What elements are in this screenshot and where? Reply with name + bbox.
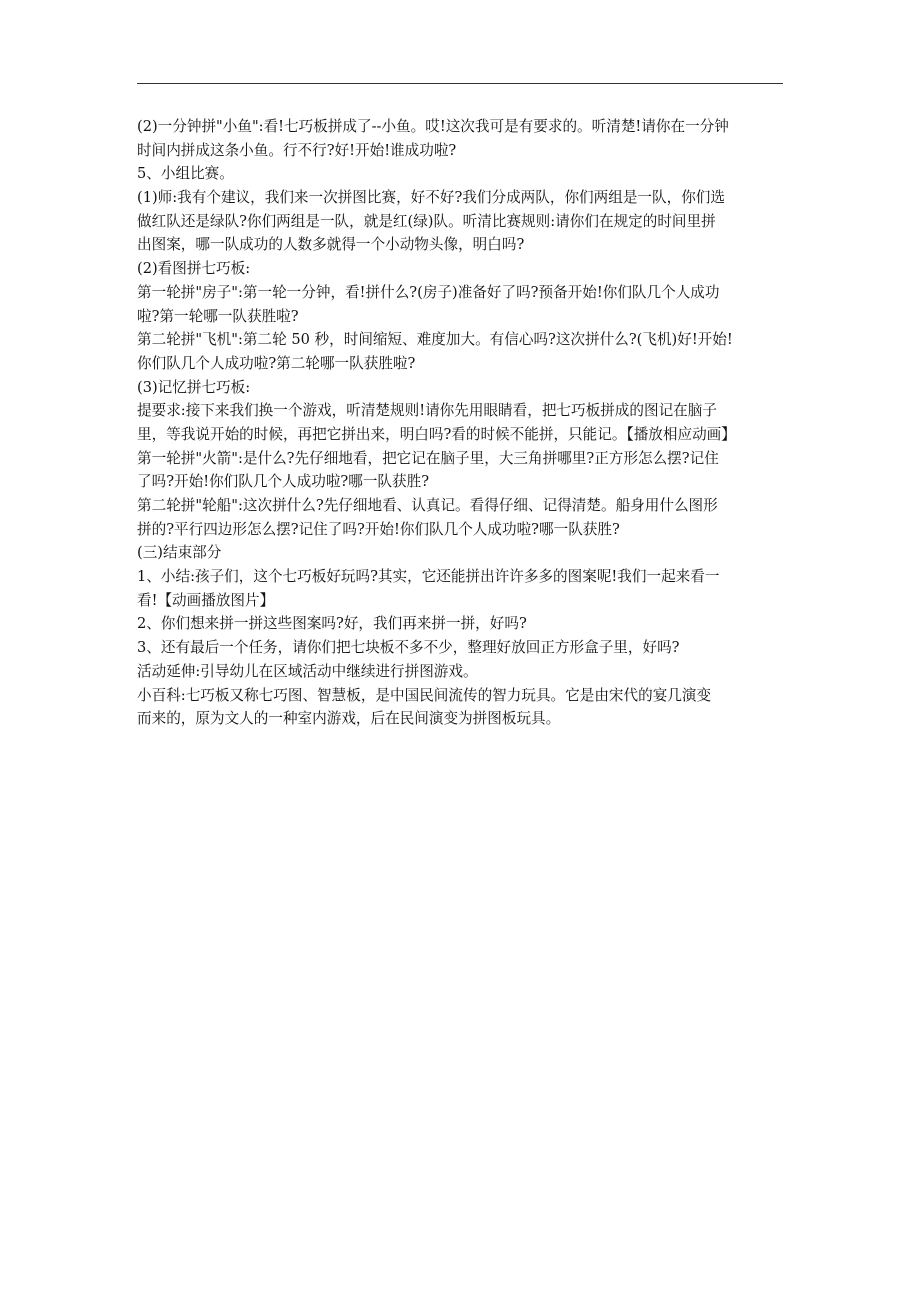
text-line: 第二轮拼"轮船":这次拼什么?先仔细地看、认真记。看得仔细、记得清楚。船身用什么图形	[137, 497, 718, 514]
text-line: 啦?第一轮哪一队获胜啦?	[137, 307, 299, 325]
text-line: 第二轮拼"飞机":第二轮 50 秒，时间缩短、难度加大。有信心吗?这次拼什么?(飞机)好!开始!	[137, 331, 733, 349]
text-line: 活动延伸:引导幼儿在区域活动中继续进行拼图游戏。	[137, 662, 478, 680]
text-line: 第一轮拼"火箭":是什么?先仔细地看，把它记在脑子里，大三角拼哪里?正方形怎么摆?记住	[137, 449, 719, 467]
text-line: 而来的，原为文人的一种室内游戏，后在民间演变为拼图板玩具。	[137, 710, 561, 728]
text-line: 小百科:七巧板又称七巧图、智慧板，是中国民间流传的智力玩具。它是由宋代的宴几演变	[137, 686, 712, 704]
text-line: 你们队几个人成功啦?第二轮哪一队获胜啦?	[137, 354, 416, 372]
text-line: 提要求:接下来我们换一个游戏，听清楚规则!请你先用眼睛看，把七巧板拼成的图记在脑子	[137, 402, 717, 420]
text-line: 2、你们想来拼一拼这些图案吗?好，我们再来拼一拼，好吗?	[137, 615, 527, 633]
text-line: 里，等我说开始的时候，再把它拼出来，明白吗?看的时候不能拼，只能记。【播放相应动画】	[137, 425, 736, 443]
text-line: 第一轮拼"房子":第一轮一分钟，看!拼什么?(房子)准备好了吗?预备开始!你们队几个人成功	[137, 283, 720, 301]
text-line: (2)一分钟拼"小鱼":看!七巧板拼成了--小鱼。哎!这次我可是有要求的。听清楚!请你在一分钟	[137, 118, 729, 135]
document-body	[137, 115, 787, 731]
text-line: 看!【动画播放图片】	[137, 591, 275, 609]
text-line: 1、小结:孩子们，这个七巧板好玩吗?其实，它还能拼出许许多多的图案呢!我们一起来看一	[137, 568, 720, 586]
section-heading: 5、小组比赛。	[137, 165, 234, 183]
section-heading: (3)记忆拼七巧板:	[137, 378, 251, 396]
header-rule	[137, 83, 783, 84]
text-line: 做红队还是绿队?你们两组是一队，就是红(绿)队。听清比赛规则:请你们在规定的时间里拼	[137, 212, 716, 230]
section-heading: (三)结束部分	[137, 544, 222, 562]
text-line: 3、还有最后一个任务，请你们把七块板不多不少，整理好放回正方形盒子里，好吗?	[137, 639, 680, 657]
text-line: 拼的?平行四边形怎么摆?记住了吗?开始!你们队几个人成功啦?哪一队获胜?	[137, 520, 620, 538]
text-line: 时间内拼成这条小鱼。行不行?好!开始!谁成功啦?	[137, 141, 457, 159]
text-line: 出图案，哪一队成功的人数多就得一个小动物头像，明白吗?	[137, 236, 525, 254]
text-line: (1)师:我有个建议，我们来一次拼图比赛，好不好?我们分成两队，你们两组是一队，你们选	[137, 189, 725, 207]
section-heading: (2)看图拼七巧板:	[137, 260, 251, 278]
text-line: 了吗?开始!你们队几个人成功啦?哪一队获胜?	[137, 473, 430, 491]
